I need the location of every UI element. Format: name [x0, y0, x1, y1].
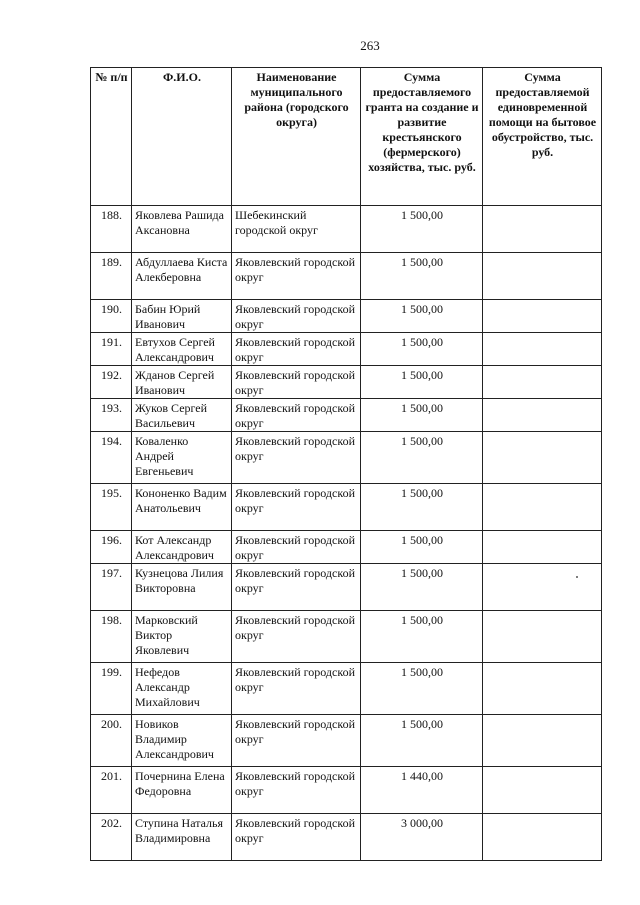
row-name: Новиков Владимир Александрович: [132, 715, 232, 767]
row-grant: 1 500,00: [361, 611, 483, 663]
row-name: Бабин Юрий Иванович: [132, 300, 232, 333]
row-name: Жуков Сергей Васильевич: [132, 399, 232, 432]
row-number: 192.: [91, 366, 132, 399]
table-row: [91, 366, 602, 399]
table-row: [91, 564, 602, 611]
row-name: Нефедов Александр Михайлович: [132, 663, 232, 715]
row-grant: 1 500,00: [361, 484, 483, 531]
row-grant: 1 500,00: [361, 564, 483, 611]
row-name: Коваленко Андрей Евгеньевич: [132, 432, 232, 484]
table-row: [91, 300, 602, 333]
table-row: [91, 253, 602, 300]
row-name: Почернина Елена Федоровна: [132, 767, 232, 814]
row-number: 194.: [91, 432, 132, 484]
row-aid: [483, 564, 602, 611]
row-number: 188.: [91, 206, 132, 253]
table-row: [91, 814, 602, 861]
row-district: Яковлевский городской округ: [232, 715, 361, 767]
row-aid: [483, 253, 602, 300]
row-name: Кононенко Вадим Анатольевич: [132, 484, 232, 531]
row-grant: 3 000,00: [361, 814, 483, 861]
table-row: [91, 715, 602, 767]
row-district: Яковлевский городской округ: [232, 484, 361, 531]
row-number: 197.: [91, 564, 132, 611]
header-grant-sum: Сумма предоставляемого гранта на создание и развитие крестьянского (фермерского) хозяйства, тыс. руб.: [361, 68, 483, 206]
row-district: Яковлевский городской округ: [232, 767, 361, 814]
row-aid: [483, 399, 602, 432]
row-aid: [483, 767, 602, 814]
row-grant: 1 500,00: [361, 399, 483, 432]
row-name: Кузнецова Лилия Викторовна: [132, 564, 232, 611]
row-district: Яковлевский городской округ: [232, 300, 361, 333]
row-grant: 1 440,00: [361, 767, 483, 814]
grant-recipients-table: [90, 67, 602, 861]
table-row: [91, 484, 602, 531]
row-number: 196.: [91, 531, 132, 564]
row-grant: 1 500,00: [361, 432, 483, 484]
row-district: Яковлевский городской округ: [232, 564, 361, 611]
row-aid: [483, 531, 602, 564]
row-aid: [483, 484, 602, 531]
table-row: [91, 531, 602, 564]
row-number: 189.: [91, 253, 132, 300]
row-name: Ступина Наталья Владимировна: [132, 814, 232, 861]
row-district: Яковлевский городской округ: [232, 663, 361, 715]
row-district: Яковлевский городской округ: [232, 531, 361, 564]
table-row: [91, 611, 602, 663]
row-number: 195.: [91, 484, 132, 531]
row-district: Яковлевский городской округ: [232, 432, 361, 484]
row-grant: 1 500,00: [361, 300, 483, 333]
row-number: 201.: [91, 767, 132, 814]
row-grant: 1 500,00: [361, 366, 483, 399]
header-aid-sum: Сумма предоставляемой единовременной помощи на бытовое обустройство, тыс. руб.: [483, 68, 602, 206]
row-aid: [483, 432, 602, 484]
row-grant: 1 500,00: [361, 333, 483, 366]
table-row: [91, 333, 602, 366]
row-district: Шебекинский городской округ: [232, 206, 361, 253]
row-name: Марковский Виктор Яковлевич: [132, 611, 232, 663]
row-aid: [483, 715, 602, 767]
row-number: 190.: [91, 300, 132, 333]
row-district: Яковлевский городской округ: [232, 611, 361, 663]
row-district: Яковлевский городской округ: [232, 399, 361, 432]
row-number: 191.: [91, 333, 132, 366]
row-aid: [483, 611, 602, 663]
row-number: 199.: [91, 663, 132, 715]
row-district: Яковлевский городской округ: [232, 253, 361, 300]
page-number: 263: [360, 38, 380, 53]
table-row: [91, 399, 602, 432]
row-name: Абдуллаева Киста Алекберовна: [132, 253, 232, 300]
row-district: Яковлевский городской округ: [232, 333, 361, 366]
row-name: Жданов Сергей Иванович: [132, 366, 232, 399]
row-number: 198.: [91, 611, 132, 663]
row-grant: 1 500,00: [361, 663, 483, 715]
table-row: [91, 432, 602, 484]
row-aid: [483, 300, 602, 333]
row-aid: [483, 366, 602, 399]
row-number: 193.: [91, 399, 132, 432]
table-header-row: [91, 68, 602, 206]
row-district: Яковлевский городской округ: [232, 814, 361, 861]
scan-speck: [576, 576, 578, 578]
row-grant: 1 500,00: [361, 715, 483, 767]
table-row: [91, 767, 602, 814]
row-number: 202.: [91, 814, 132, 861]
table-row: [91, 206, 602, 253]
row-aid: [483, 814, 602, 861]
row-grant: 1 500,00: [361, 531, 483, 564]
row-name: Евтухов Сергей Александрович: [132, 333, 232, 366]
row-grant: 1 500,00: [361, 206, 483, 253]
row-number: 200.: [91, 715, 132, 767]
row-name: Яковлева Рашида Аксановна: [132, 206, 232, 253]
header-fio: Ф.И.О.: [132, 68, 232, 206]
row-aid: [483, 333, 602, 366]
row-aid: [483, 663, 602, 715]
row-name: Кот Александр Александрович: [132, 531, 232, 564]
table-row: [91, 663, 602, 715]
row-grant: 1 500,00: [361, 253, 483, 300]
header-num: № п/п: [91, 68, 132, 206]
header-district: Наименование муниципального района (городского округа): [232, 68, 361, 206]
row-aid: [483, 206, 602, 253]
row-district: Яковлевский городской округ: [232, 366, 361, 399]
